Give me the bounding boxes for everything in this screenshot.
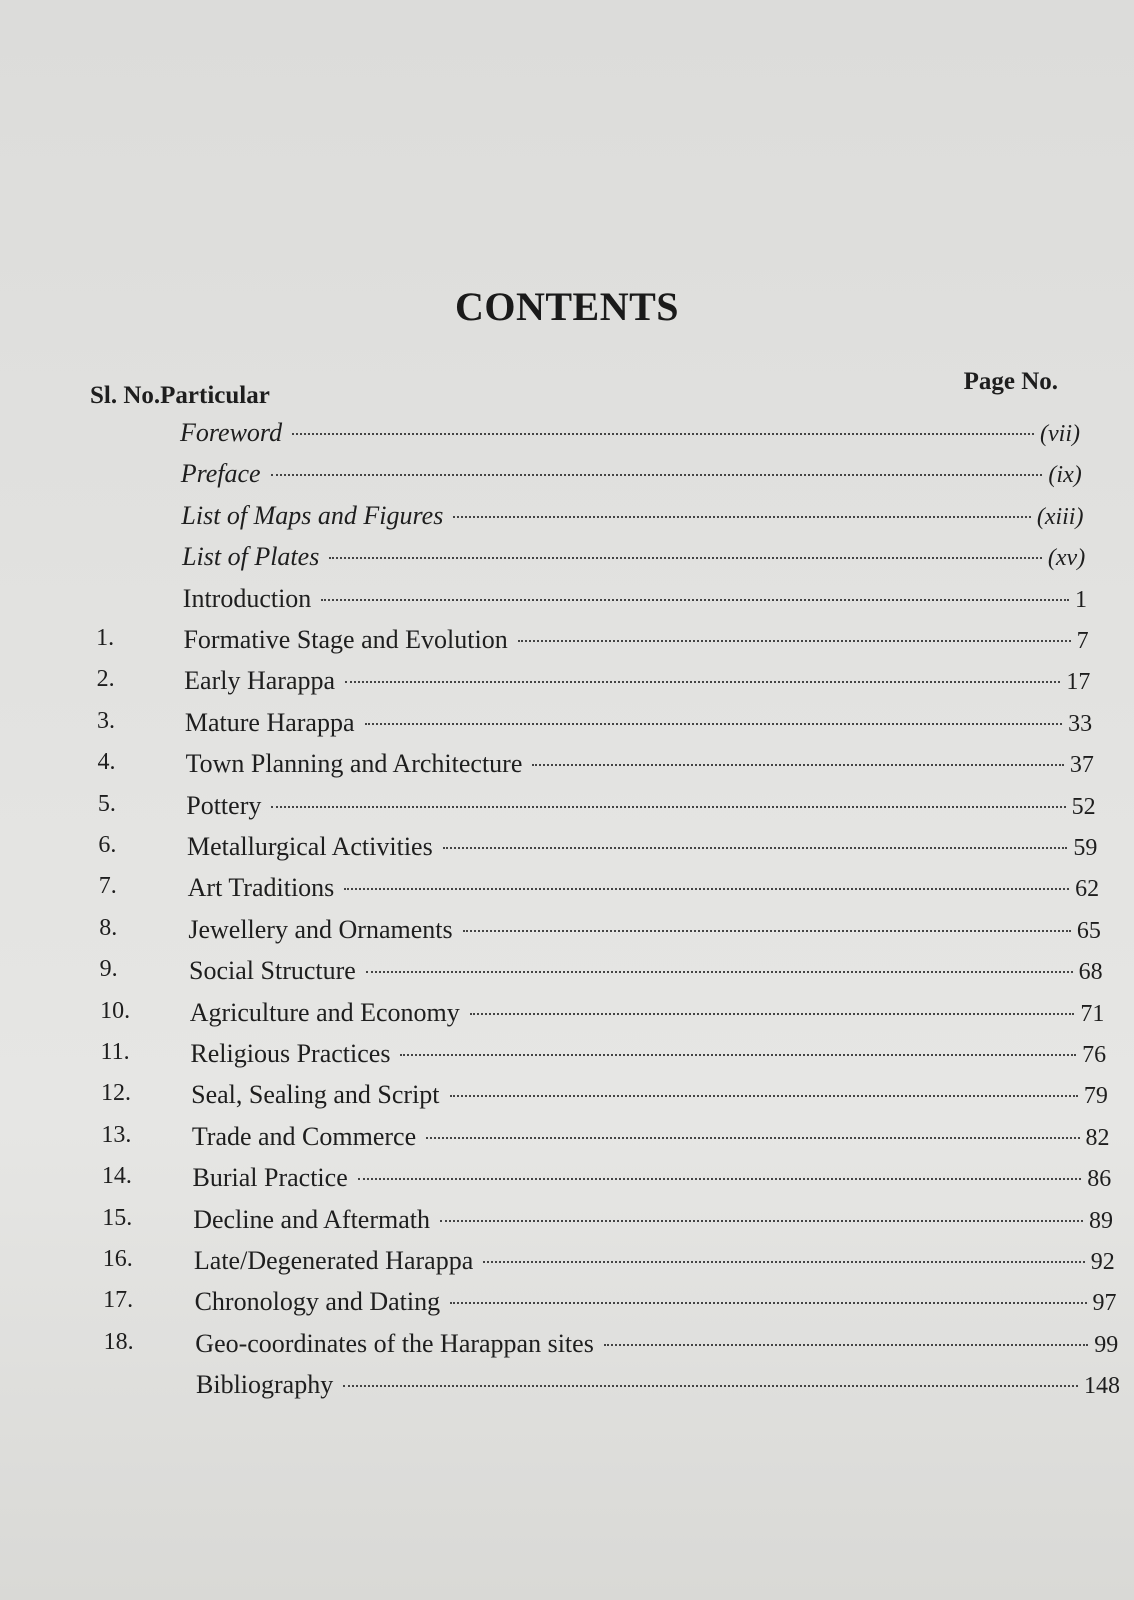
toc-entry-page-number: 62 bbox=[1075, 876, 1100, 903]
toc-entry-title: Religious Practices bbox=[190, 1039, 391, 1068]
toc-entry-title: Town Planning and Architecture bbox=[185, 749, 523, 779]
dot-leader bbox=[518, 640, 1071, 642]
toc-entry-page-number: (xv) bbox=[1047, 545, 1086, 572]
toc-entry-page-number: 68 bbox=[1078, 959, 1103, 986]
toc-entry bbox=[98, 832, 1098, 862]
dot-leader bbox=[440, 1220, 1083, 1222]
toc-entry-number: 14. bbox=[101, 1163, 132, 1190]
toc-entry-page-number: 76 bbox=[1082, 1042, 1107, 1068]
toc-entry bbox=[100, 1039, 1107, 1069]
toc-entry bbox=[98, 873, 1100, 903]
toc-entry-title: Bibliography bbox=[196, 1370, 334, 1400]
toc-entry-title: Preface bbox=[180, 459, 261, 489]
toc-entry-number: 2. bbox=[96, 666, 115, 693]
toc-entry-number: 11. bbox=[100, 1039, 130, 1065]
toc-entry-number: 9. bbox=[99, 956, 118, 983]
toc-entry-page-number: 7 bbox=[1076, 628, 1089, 654]
dot-leader bbox=[400, 1054, 1076, 1056]
toc-entry bbox=[101, 1121, 1110, 1152]
dot-leader bbox=[453, 516, 1030, 518]
toc-entry bbox=[102, 1246, 1115, 1276]
toc-entry-page-number: 37 bbox=[1069, 752, 1094, 779]
toc-entry bbox=[181, 501, 1083, 531]
dot-leader bbox=[463, 930, 1071, 932]
toc-entry bbox=[97, 707, 1093, 738]
toc-entry-title: Metallurgical Activities bbox=[186, 832, 433, 861]
dot-leader bbox=[483, 1261, 1085, 1263]
toc-entry-number: 18. bbox=[103, 1328, 134, 1355]
toc-entry-page-number: 1 bbox=[1074, 586, 1087, 613]
toc-entry bbox=[97, 790, 1096, 821]
toc-entry-number: 16. bbox=[102, 1246, 133, 1272]
toc-entry bbox=[103, 1328, 1119, 1359]
toc-entry-title: Late/Degenerated Harappa bbox=[193, 1246, 474, 1275]
toc-entry-title: List of Plates bbox=[182, 542, 320, 572]
column-header-page-no: Page No. bbox=[963, 368, 1058, 395]
toc-entry bbox=[96, 666, 1091, 696]
toc-entry bbox=[99, 914, 1101, 945]
toc-entry bbox=[196, 1370, 1120, 1400]
dot-leader bbox=[292, 433, 1034, 435]
toc-entry-title: Formative Stage and Evolution bbox=[183, 625, 508, 654]
toc-entry-page-number: 33 bbox=[1068, 710, 1093, 737]
dot-leader bbox=[321, 599, 1069, 601]
toc-entry-title: Mature Harappa bbox=[184, 707, 355, 737]
toc-entry-number: 17. bbox=[103, 1287, 134, 1314]
toc-entry-page-number: (xiii) bbox=[1036, 503, 1084, 530]
toc-entry-page-number: 89 bbox=[1089, 1207, 1114, 1234]
toc-entry-page-number: 52 bbox=[1071, 793, 1096, 820]
toc-entry-title: Agriculture and Economy bbox=[189, 997, 460, 1027]
toc-entry bbox=[96, 625, 1089, 655]
toc-entry bbox=[97, 749, 1094, 779]
dot-leader bbox=[426, 1137, 1079, 1139]
toc-entry-page-number: 82 bbox=[1085, 1124, 1110, 1151]
toc-entry-title: Early Harappa bbox=[184, 666, 336, 696]
toc-entry-page-number: 59 bbox=[1073, 835, 1098, 861]
dot-leader bbox=[450, 1095, 1078, 1097]
dot-leader bbox=[271, 806, 1065, 808]
toc-entry-page-number: 99 bbox=[1094, 1331, 1119, 1358]
toc-entry-title: Jewellery and Ornaments bbox=[188, 914, 453, 944]
dot-leader bbox=[344, 888, 1069, 890]
toc-entry-title: Foreword bbox=[180, 418, 283, 447]
dot-leader bbox=[604, 1344, 1088, 1346]
toc-entry-title: Burial Practice bbox=[192, 1163, 348, 1193]
toc-entry-number: 15. bbox=[102, 1204, 133, 1231]
toc-entry bbox=[180, 418, 1080, 448]
toc-entry-title: Art Traditions bbox=[187, 873, 335, 903]
toc-entry-page-number: 148 bbox=[1084, 1373, 1120, 1400]
toc-entry-title: Seal, Sealing and Script bbox=[191, 1080, 440, 1110]
toc-entry-page-number: 79 bbox=[1083, 1083, 1108, 1110]
toc-entry-title: Social Structure bbox=[189, 956, 356, 986]
dot-leader bbox=[366, 971, 1073, 973]
toc-entry bbox=[99, 956, 1103, 986]
toc-entry bbox=[182, 542, 1085, 572]
toc-entry bbox=[103, 1287, 1117, 1317]
toc-entry-title: List of Maps and Figures bbox=[181, 500, 444, 530]
toc-entry-page-number: 97 bbox=[1092, 1290, 1117, 1317]
toc-entry-page-number: 71 bbox=[1080, 1000, 1105, 1027]
dot-leader bbox=[358, 1178, 1082, 1180]
toc-entry-title: Introduction bbox=[182, 583, 312, 613]
toc-entry bbox=[181, 459, 1082, 489]
toc-entry bbox=[183, 584, 1087, 614]
dot-leader bbox=[329, 557, 1042, 559]
toc-entry-number: 4. bbox=[97, 749, 116, 776]
dot-leader bbox=[532, 764, 1064, 766]
toc-entry-title: Pottery bbox=[186, 790, 262, 820]
toc-entry bbox=[100, 997, 1105, 1028]
toc-entry-title: Chronology and Dating bbox=[194, 1287, 441, 1317]
dot-leader bbox=[470, 1013, 1075, 1015]
toc-entry-number: 7. bbox=[98, 873, 117, 900]
toc-entry-number: 10. bbox=[100, 997, 131, 1024]
toc-entry-title: Geo-coordinates of the Harappan sites bbox=[195, 1328, 594, 1358]
dot-leader bbox=[343, 1385, 1078, 1387]
toc-entry-number: 5. bbox=[97, 790, 116, 817]
toc-entry-number: 8. bbox=[99, 914, 118, 941]
dot-leader bbox=[345, 681, 1060, 683]
toc-entry-number: 3. bbox=[97, 707, 116, 734]
toc-entry-page-number: (ix) bbox=[1048, 462, 1082, 489]
column-header-particular: Sl. No.Particular bbox=[90, 382, 270, 409]
toc-entry bbox=[102, 1204, 1114, 1235]
toc-entry-title: Decline and Aftermath bbox=[193, 1204, 430, 1234]
toc-entry-page-number: 17 bbox=[1066, 669, 1091, 696]
dot-leader bbox=[365, 723, 1063, 725]
toc-entry-page-number: 92 bbox=[1090, 1249, 1115, 1275]
dot-leader bbox=[271, 474, 1043, 476]
toc-entry-page-number: 65 bbox=[1076, 917, 1101, 944]
toc-entry bbox=[101, 1163, 1112, 1193]
page-title: CONTENTS bbox=[454, 284, 680, 329]
toc-entry-title: Trade and Commerce bbox=[191, 1121, 417, 1151]
dot-leader bbox=[443, 847, 1068, 849]
toc-entry-page-number: 86 bbox=[1087, 1166, 1112, 1193]
toc-entry-number: 1. bbox=[96, 625, 115, 651]
toc-entry-page-number: (vii) bbox=[1040, 421, 1080, 447]
toc-entry bbox=[100, 1080, 1108, 1110]
dot-leader bbox=[450, 1302, 1086, 1304]
toc-entry-number: 12. bbox=[100, 1080, 131, 1107]
toc-entry-number: 6. bbox=[98, 832, 117, 858]
toc-entry-number: 13. bbox=[101, 1121, 132, 1148]
